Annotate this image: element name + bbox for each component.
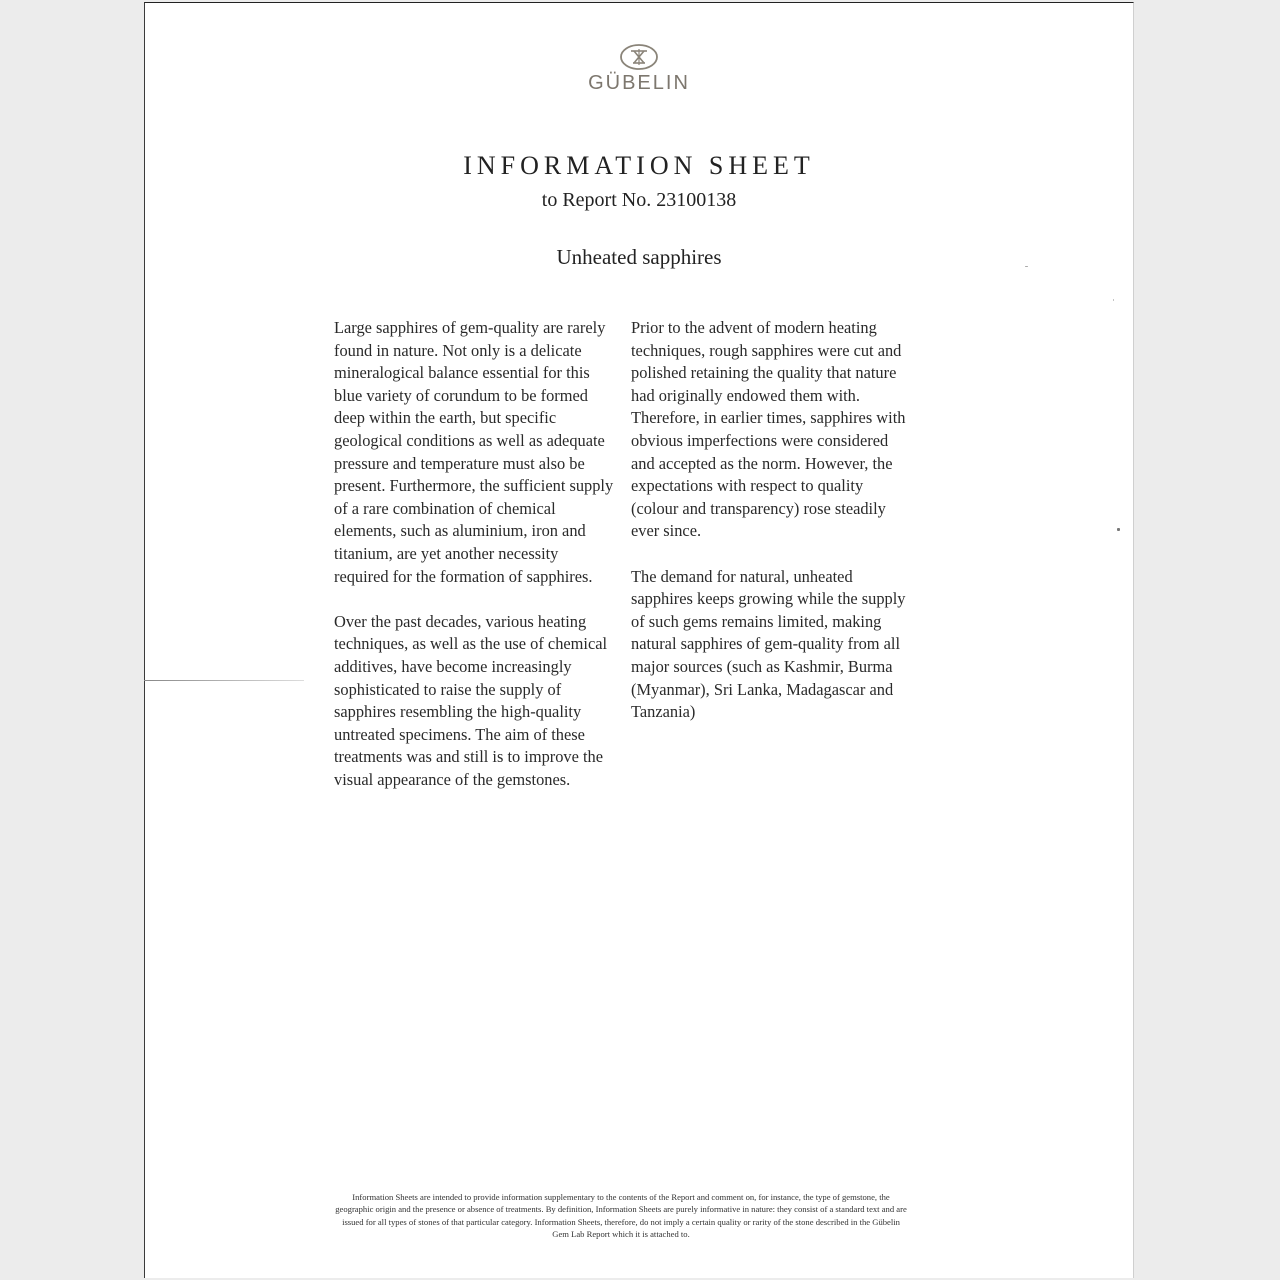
scan-speck bbox=[1113, 299, 1114, 301]
gubelin-logo bbox=[145, 43, 1133, 95]
scan-fold-line bbox=[144, 680, 304, 681]
document-page bbox=[144, 2, 1134, 1278]
document-title: INFORMATION SHEET bbox=[463, 151, 815, 180]
paragraph: Over the past decades, various heating techniques, as well as the use of chemical additives, have become increasingly sophisticated to raise the supply of sapphires resembling the high-quality untreated specimens. The aim of these treatments was and still is to improve the visual appearance of the gemstones. bbox=[334, 611, 608, 789]
right-column bbox=[631, 317, 913, 746]
report-number: to Report No. 23100138 bbox=[541, 189, 737, 211]
gubelin-emblem-icon bbox=[619, 43, 659, 71]
left-column bbox=[334, 317, 616, 814]
paragraph: Prior to the advent of modern heating techniques, rough sapphires were cut and polished retaining the quality that nature had originally endowed them with. Therefore, in earlier times, sapphires with obvious imperfections were considered and accepted as the norm. However, the expectations with respect to quality (colour and transparency) rose steadily ever since. bbox=[631, 318, 906, 541]
footnote: Information Sheets are intended to provide information supplementary to the contents of the Report and comment on, for instance, the type of gemstone, the geographic origin and the presence or absence of treatments. By definition, Information Sheets are purely informative in nature: they consist of a standard text and are issued for all types of stones of that particular category. Information Sheets, therefore, do not imply a certain quality or rarity of the stone described in the Gübelin Gem Lab Report which it is attached to. bbox=[335, 1192, 907, 1240]
scan-speck bbox=[1117, 528, 1120, 531]
section-heading: Unheated sapphires bbox=[556, 245, 722, 269]
paragraph: Large sapphires of gem-quality are rarely found in nature. Not only is a delicate mineralogical balance essential for this blue variety of corundum to be formed deep within the earth, but specific geological conditions as well as adequate pressure and temperature must also be present. Furthermore, the sufficient supply of a rare combination of chemical elements, such as aluminium, iron and titanium, are yet another necessity required for the formation of sapphires. bbox=[334, 318, 614, 586]
paragraph: The demand for natural, unheated sapphires keeps growing while the supply of such gems remains limited, making natural sapphires of gem-quality from all major sources (such as Kashmir, Burma (Myanmar), Sri Lanka, Madagascar and Tanzania) bbox=[631, 566, 906, 722]
scan-speck bbox=[1025, 266, 1028, 267]
brand-name: GÜBELIN bbox=[588, 72, 690, 94]
